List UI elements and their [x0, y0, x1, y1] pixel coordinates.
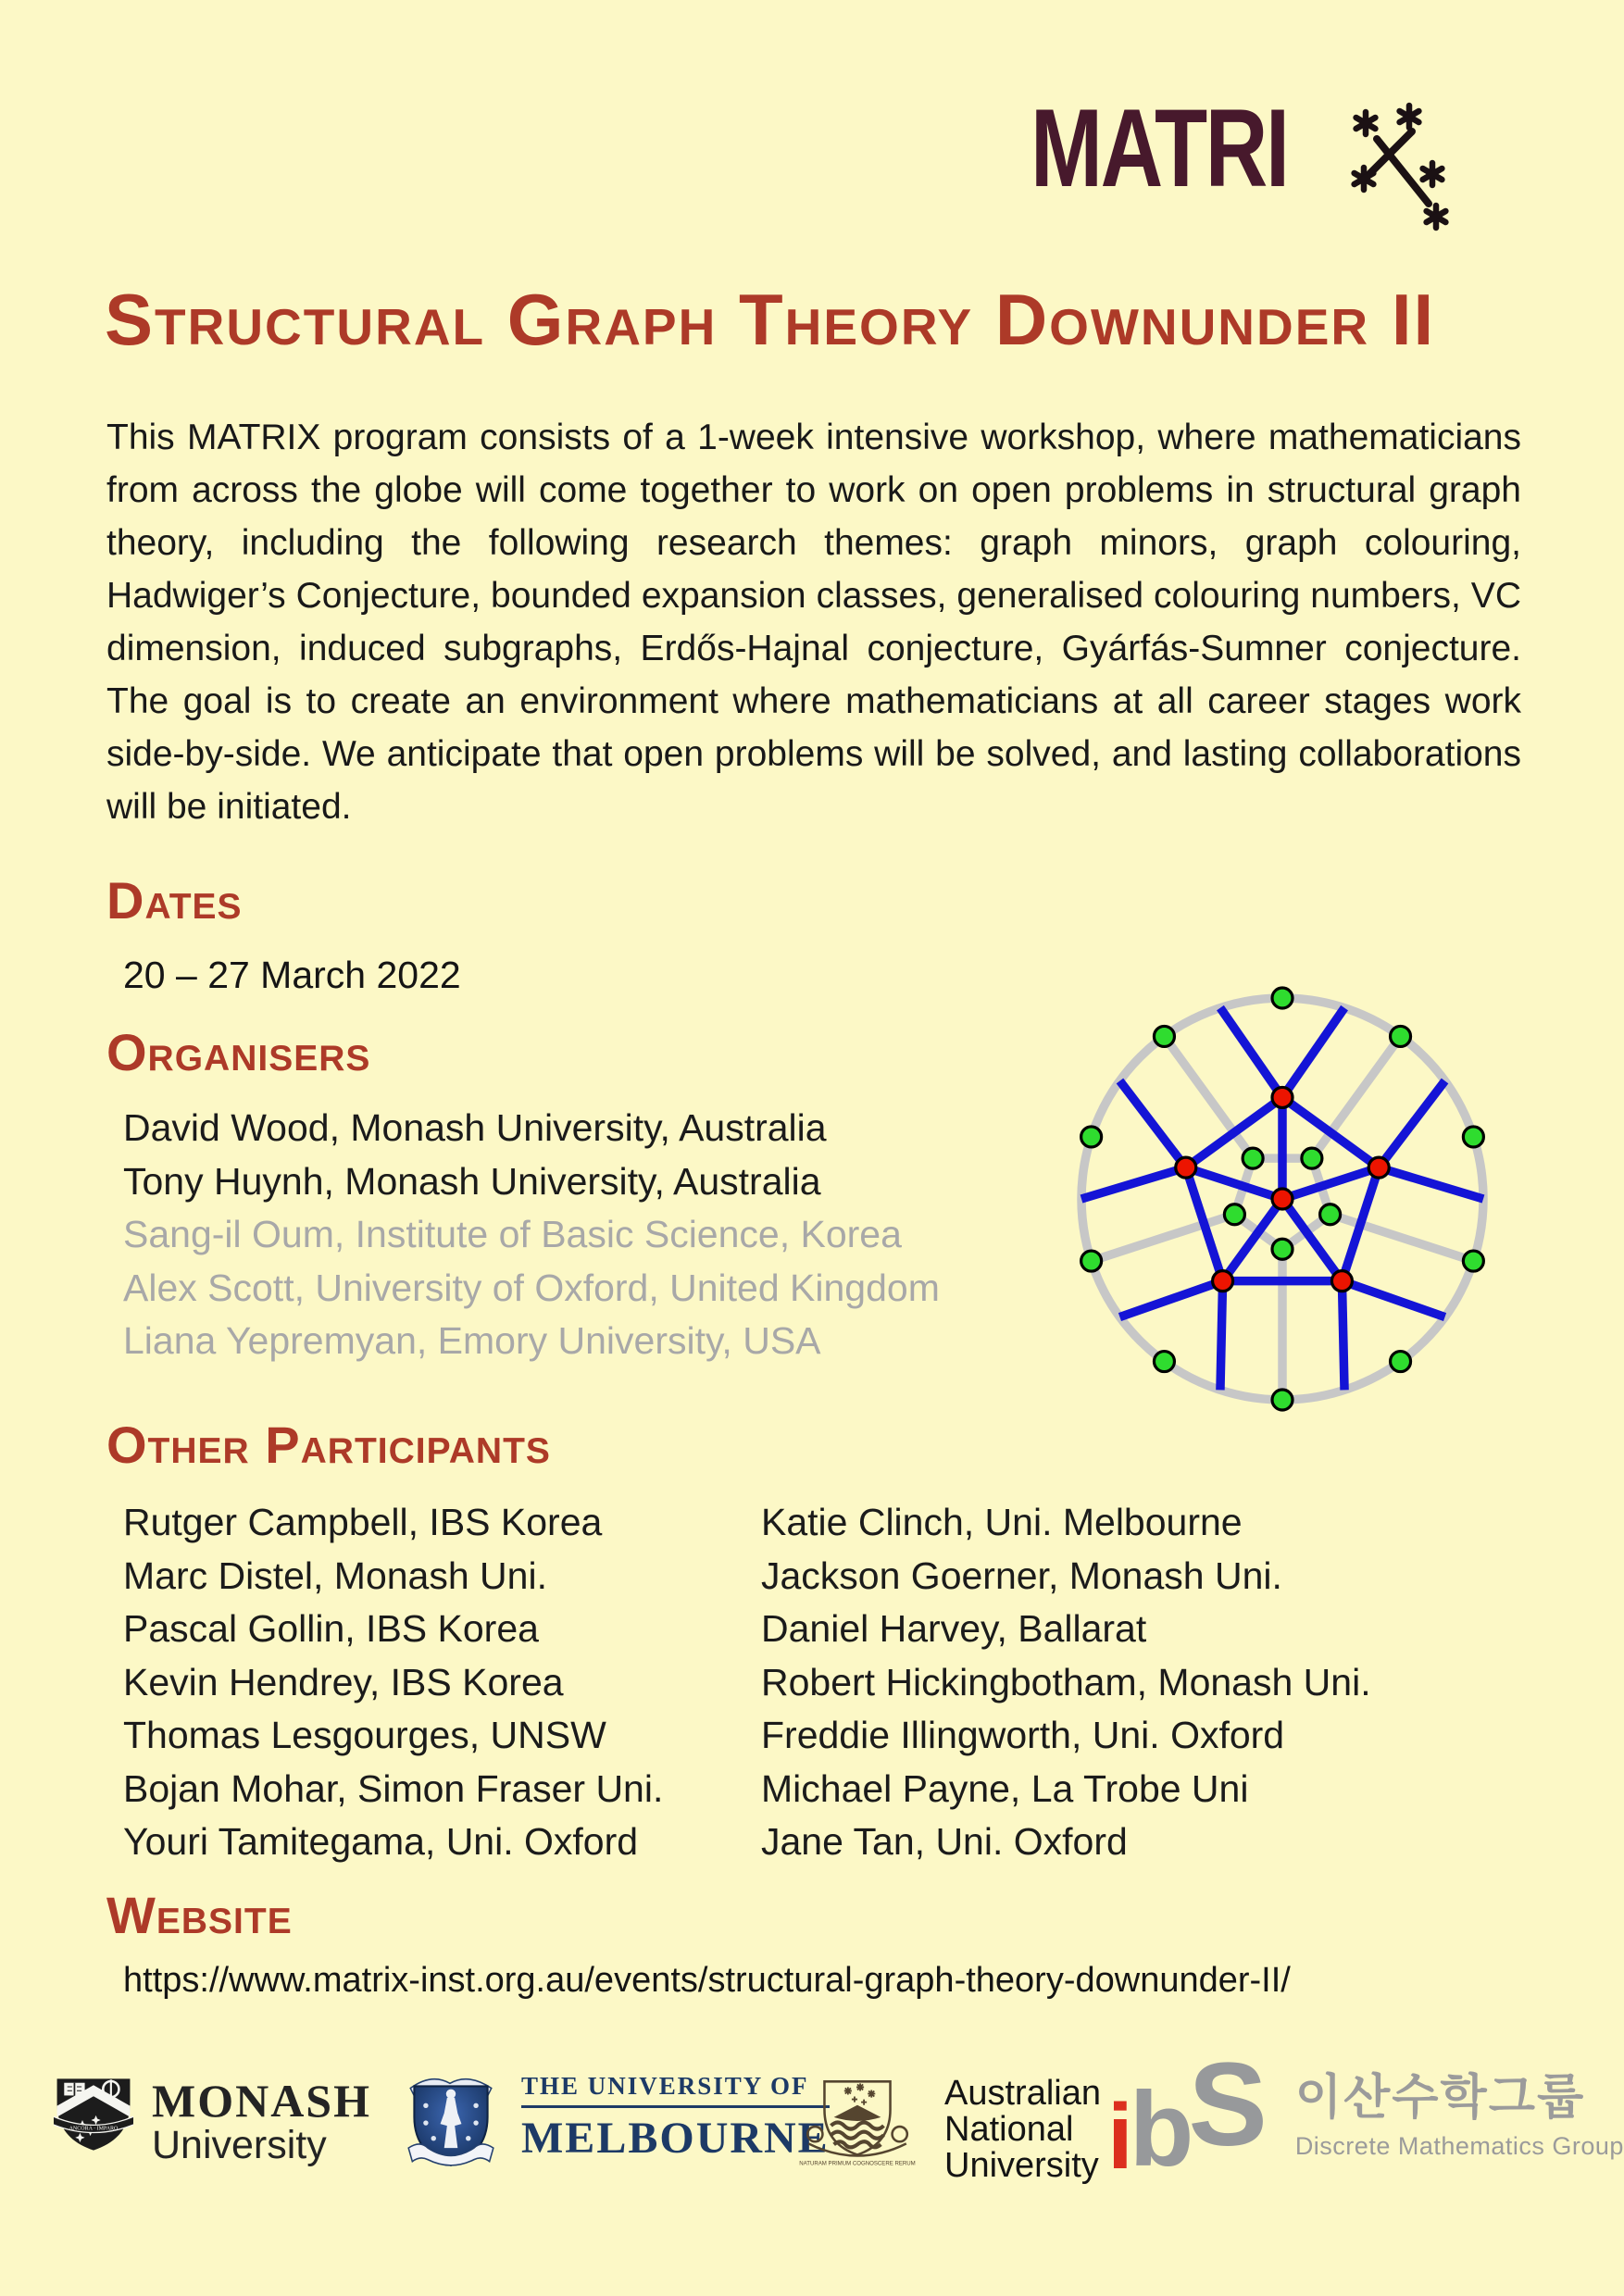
- monash-logo: [54, 2076, 371, 2165]
- graph-node: [1320, 1204, 1341, 1225]
- ibs-letter-s: S: [1188, 2039, 1268, 2171]
- organisers-list: [123, 1102, 940, 1368]
- graph-node: [1463, 1251, 1483, 1271]
- matrix-wordmark: MATRI: [1031, 86, 1288, 210]
- graph-edge: [1081, 1167, 1186, 1199]
- participant-name: Robert Hickingbotham, Monash Uni.: [761, 1660, 1371, 1703]
- graph-edge: [1342, 1281, 1344, 1391]
- monash-subname: University: [152, 2123, 327, 2167]
- graph-node: [1213, 1271, 1233, 1292]
- participant-name: Freddie Illingworth, Uni. Oxford: [761, 1714, 1285, 1756]
- graph-edge: [1282, 1167, 1379, 1199]
- graph-node: [1302, 1148, 1322, 1168]
- graph-node: [1272, 1189, 1293, 1209]
- graph-edge: [1312, 1036, 1401, 1158]
- organiser-name: Tony Huynh, Monash University, Australia: [123, 1159, 821, 1203]
- anu-logo: [796, 2072, 1101, 2184]
- heading-organisers: Organisers: [106, 1023, 371, 1081]
- graph-edge: [1119, 1080, 1185, 1167]
- graph-node: [1391, 1352, 1411, 1372]
- graph-edge: [1220, 1008, 1282, 1098]
- graph-node: [1272, 1087, 1293, 1107]
- graph-node: [1368, 1157, 1389, 1178]
- graph-edge: [1379, 1080, 1444, 1167]
- melbourne-logo: [405, 2070, 830, 2174]
- ibs-english-name: Discrete Mathematics Group: [1294, 2132, 1624, 2161]
- graph-node: [1391, 1026, 1411, 1046]
- ibs-logo: [1107, 2039, 1624, 2189]
- organiser-name: David Wood, Monash University, Australia: [123, 1106, 827, 1149]
- graph-node: [1331, 1271, 1352, 1292]
- monash-motto: ANCORA · IMPARO: [69, 2126, 119, 2132]
- intro-paragraph: This MATRIX program consists of a 1-week intensive workshop, where mathematicians from across the globe will come together to work on open problems in structural graph theory, including the following research themes: graph minors, graph colouring, Hadwiger’s Conjecture, bounded expansion classes, generalised colouring numbers, VC dimension, induced subgraphs, Erdős-Hajnal conjecture, Gyárfás-Sumner conjecture. The goal is to create an environment where mathematicians at all career stages work side-by-side. We anticipate that open problems will be solved, and lasting collaborations will be initiated.: [106, 418, 1521, 827]
- matrix-x-icon: [1347, 100, 1468, 243]
- participant-name: Kevin Hendrey, IBS Korea: [123, 1660, 564, 1703]
- graph-edge: [1282, 1008, 1344, 1098]
- ibs-wordmark-icon: [1107, 2039, 1268, 2189]
- participants-column-right: [761, 1496, 1371, 1869]
- graph-node: [1272, 988, 1293, 1008]
- anu-name-line2: National: [944, 2110, 1074, 2149]
- participant-name: Marc Distel, Monash Uni.: [123, 1554, 547, 1597]
- graph-edge: [1119, 1281, 1222, 1317]
- melbourne-crest-icon: [405, 2070, 497, 2174]
- ibs-korean-name: 이산수학그룹: [1294, 2071, 1586, 2125]
- graph-node: [1176, 1157, 1196, 1178]
- anu-crest-icon: [796, 2072, 918, 2176]
- graph-edge: [1342, 1281, 1444, 1317]
- graph-node: [1081, 1251, 1102, 1271]
- participant-name: Jackson Goerner, Monash Uni.: [761, 1554, 1282, 1597]
- participant-name: Youri Tamitegama, Uni. Oxford: [123, 1820, 639, 1863]
- participant-name: Pascal Gollin, IBS Korea: [123, 1607, 539, 1650]
- participant-name: Daniel Harvey, Ballarat: [761, 1607, 1147, 1650]
- heading-website: Website: [106, 1886, 293, 1944]
- monash-crest-icon: [54, 2076, 133, 2153]
- graph-edge: [1186, 1167, 1282, 1199]
- anu-motto: NATURAM PRIMUM COGNOSCERE RERUM: [799, 2160, 916, 2167]
- graph-node: [1081, 1127, 1102, 1147]
- participants-column-left: [123, 1496, 663, 1869]
- participant-name: Jane Tan, Uni. Oxford: [761, 1820, 1128, 1863]
- ibs-letter-i: i: [1107, 2085, 1133, 2189]
- graph-figure: [1065, 978, 1500, 1420]
- page-title: Structural Graph Theory Downunder II: [105, 279, 1436, 360]
- graph-edge: [1379, 1167, 1483, 1199]
- graph-edge: [1220, 1281, 1223, 1391]
- participant-name: Michael Payne, La Trobe Uni: [761, 1766, 1249, 1810]
- melbourne-name-top: THE UNIVERSITY OF: [521, 2074, 830, 2108]
- ibs-letter-b: b: [1129, 2071, 1194, 2189]
- graph-node: [1272, 1239, 1293, 1259]
- graph-edge: [1164, 1036, 1253, 1158]
- graph-node: [1224, 1204, 1244, 1225]
- anu-name-line3: University: [944, 2146, 1099, 2185]
- organiser-name: Alex Scott, University of Oxford, United Kingdom: [123, 1266, 940, 1309]
- organiser-name: Liana Yepremyan, Emory University, USA: [123, 1319, 821, 1362]
- melbourne-name: MELBOURNE: [521, 2114, 830, 2163]
- anu-name-line1: Australian: [944, 2074, 1101, 2113]
- graph-node: [1272, 1390, 1293, 1410]
- dates-value: 20 – 27 March 2022: [123, 954, 461, 996]
- graph-node: [1243, 1148, 1263, 1168]
- participant-name: Rutger Campbell, IBS Korea: [123, 1501, 603, 1543]
- organiser-name: Sang-il Oum, Institute of Basic Science, Korea: [123, 1213, 902, 1255]
- website-url[interactable]: https://www.matrix-inst.org.au/events/structural-graph-theory-downunder-II/: [123, 1961, 1291, 2000]
- participant-name: Katie Clinch, Uni. Melbourne: [761, 1501, 1243, 1543]
- graph-node: [1154, 1026, 1174, 1046]
- participant-name: Bojan Mohar, Simon Fraser Uni.: [123, 1766, 664, 1810]
- monash-name: MONASH: [152, 2075, 371, 2127]
- heading-dates: Dates: [106, 871, 243, 930]
- participant-name: Thomas Lesgourges, UNSW: [123, 1714, 606, 1756]
- graph-node: [1154, 1352, 1174, 1372]
- x-stroke: [1377, 139, 1429, 204]
- graph-node: [1463, 1127, 1483, 1147]
- heading-participants: Other Participants: [106, 1416, 551, 1474]
